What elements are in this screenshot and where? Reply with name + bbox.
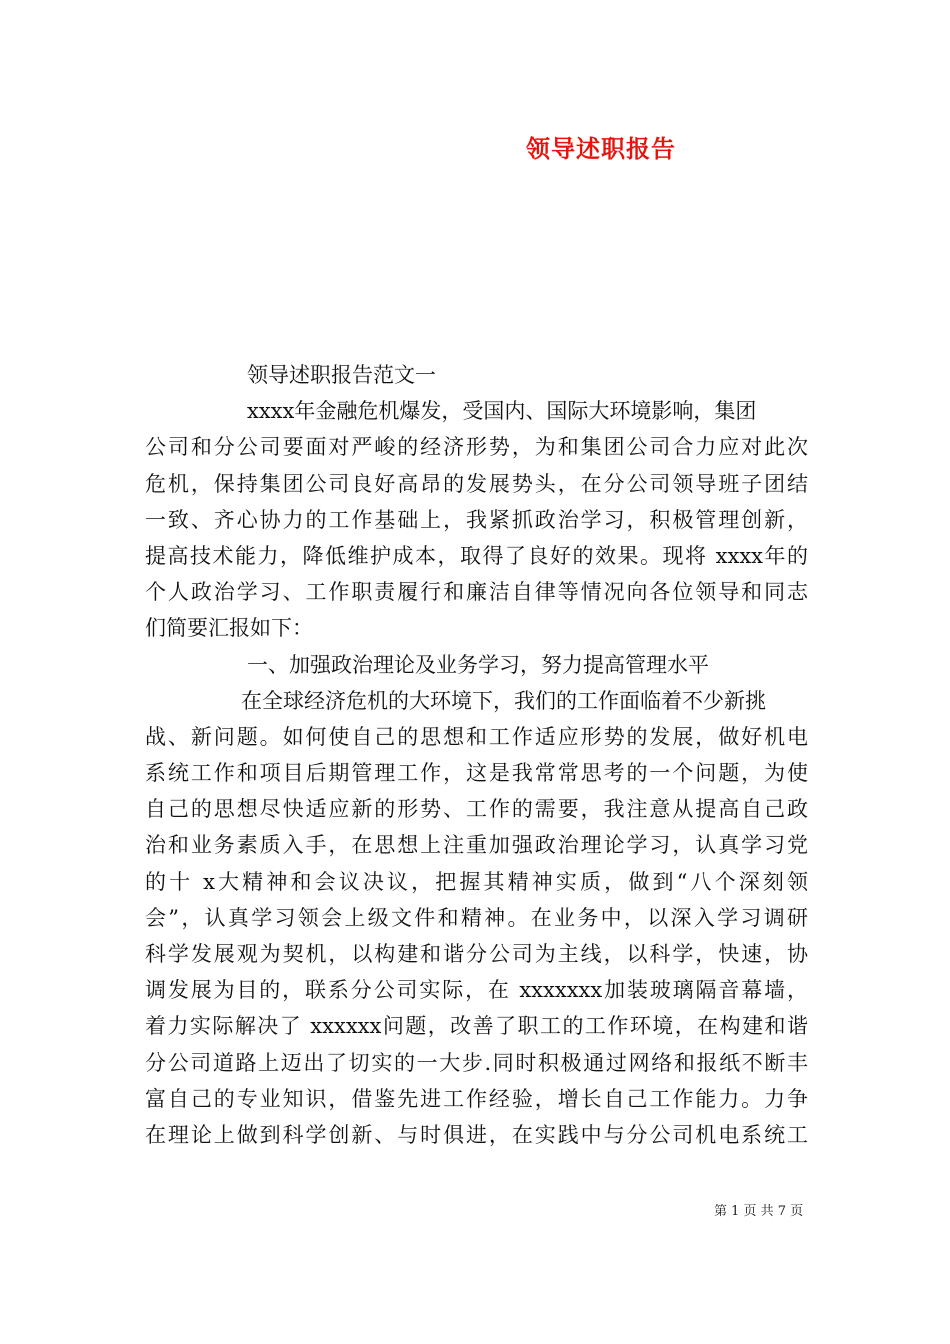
page-number-footer: 第 1 页 共 7 页 — [714, 1204, 804, 1219]
paragraph-line: 自己的思想尽快适应新的形势、工作的需要，我注意从提高自己政 — [145, 797, 808, 822]
paragraph-line: xxxx年金融危机爆发，受国内、国际大环境影响，集团 — [247, 399, 757, 424]
paragraph-line: 分公司道路上迈出了切实的一大步.同时积极通过网络和报纸不断丰 — [145, 1050, 808, 1075]
paragraph-line: 富自己的专业知识，借鉴先进工作经验，增长自己工作能力。力争 — [145, 1086, 808, 1111]
paragraph-line: 治和业务素质入手，在思想上注重加强政治理论学习，认真学习党 — [145, 833, 808, 858]
paragraph-line: 一致、齐心协力的工作基础上，我紧抓政治学习，积极管理创新， — [145, 507, 808, 532]
section-heading: 领导述职报告范文一 — [247, 363, 436, 387]
subsection-heading: 一、加强政治理论及业务学习，努力提高管理水平 — [247, 652, 709, 677]
document-title: 领导述职报告 — [526, 134, 676, 163]
paragraph-line: 公司和分公司要面对严峻的经济形势，为和集团公司合力应对此次 — [145, 435, 808, 460]
paragraph-line: 的十 x大精神和会议决议，把握其精神实质，做到“八个深刻领 — [145, 869, 808, 894]
document-body — [145, 357, 808, 1153]
paragraph-line: 在理论上做到科学创新、与时俱进，在实践中与分公司机电系统工 — [145, 1122, 808, 1147]
paragraph-line: 提高技术能力，降低维护成本，取得了良好的效果。现将 xxxx年的 — [145, 543, 808, 568]
paragraph-line: 战、新问题。如何使自己的思想和工作适应形势的发展，做好机电 — [145, 724, 808, 749]
paragraph-line: 调发展为目的，联系分公司实际，在 xxxxxxx加装玻璃隔音幕墙， — [145, 978, 808, 1003]
paragraph-line: 科学发展观为契机，以构建和谐分公司为主线，以科学，快速，协 — [145, 942, 808, 966]
paragraph-line: 危机，保持集团公司良好高昂的发展势头，在分公司领导班子团结 — [145, 471, 808, 496]
paragraph-line: 会”，认真学习领会上级文件和精神。在业务中，以深入学习调研 — [145, 905, 808, 930]
paragraph-line: 系统工作和项目后期管理工作，这是我常常思考的一个问题，为使 — [145, 761, 808, 786]
paragraph-line: 们简要汇报如下： — [145, 616, 313, 641]
paragraph-line: 个人政治学习、工作职责履行和廉洁自律等情况向各位领导和同志 — [145, 580, 808, 605]
paragraph-line: 在全球经济危机的大环境下，我们的工作面临着不少新挑 — [241, 688, 766, 713]
paragraph-line: 着力实际解决了 xxxxxx问题，改善了职工的工作环境，在构建和谐 — [145, 1014, 808, 1039]
